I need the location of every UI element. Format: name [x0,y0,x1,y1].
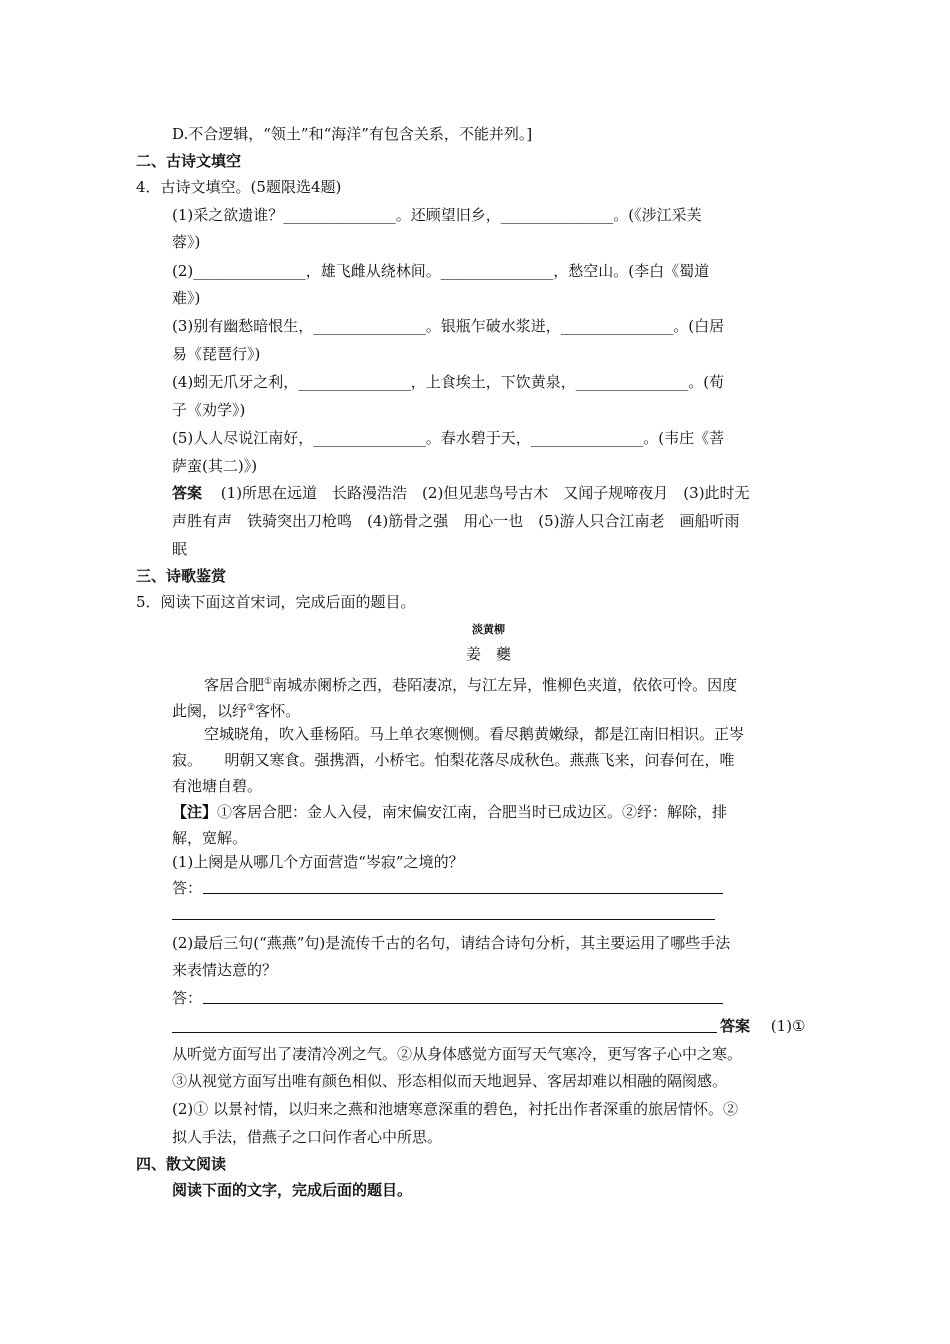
fill-item-1-line2: 蓉》) [172,233,201,251]
answer-4-line2: 声胜有声 铁骑突出刀枪鸣 (4)筋骨之强 用心一也 (5)游人只合江南老 画船听雨 [172,512,740,530]
answer-label: 答案 [720,1017,751,1035]
poem-body-line1: 空城晓角，吹入垂杨陌。马上单衣寒恻恻。看尽鹅黄嫩绿，都是江南旧相识。正岑 [204,725,745,743]
poem-title: 淡黄柳 [472,623,505,636]
poem-body-line3: 有池塘自碧。 [172,777,263,795]
question-4-stem: 4．古诗文填空。(5题限选4题) [136,178,342,196]
poem-author: 姜 夔 [466,645,512,663]
option-d-explanation: D.不合逻辑，“领土”和“海洋”有包含关系，不能并列。] [172,125,533,143]
fill-item-4-line1: (4)蚓无爪牙之利，_______________，上食埃土，下饮黄泉，_______________。(荀 [172,373,725,391]
note-label: 【注】 [172,803,218,821]
answer-5-line5: 拟人手法，借燕子之口问作者心中所思。 [172,1128,443,1146]
fill-item-3-line2: 易《琵琶行》) [172,345,261,363]
answer-line-2a [203,1003,723,1004]
answer-prompt-2: 答： [172,989,203,1007]
answer-prompt-1: 答： [172,879,203,897]
fill-item-5-line1: (5)人人尽说江南好，_______________。春水碧于天，_______________。(韦庄《菩 [172,429,725,447]
sub-question-2-line2: 来表情达意的？ [172,961,278,979]
footnote-ref-2: ② [247,703,256,713]
question-5-stem: 5．阅读下面这首宋词，完成后面的题目。 [136,593,416,611]
fill-item-3-line1: (3)别有幽愁暗恨生，_______________。银瓶乍破水浆迸，_______________。(白居 [172,317,725,335]
section-heading-3: 三、诗歌鉴赏 [136,567,227,585]
poem-notes-line1: 【注】①客居合肥：金人入侵，南宋偏安江南，合肥当时已成边区。②纾：解除，排 [172,803,728,821]
fill-item-5-line2: 萨蛮(其二)》) [172,457,258,475]
answer-label: 答案 [172,484,203,502]
answer-5-start: 答案 (1)① [720,1017,806,1035]
sub-question-1: (1)上阕是从哪几个方面营造“岑寂”之境的？ [172,853,464,871]
poem-preface-line1: 客居合肥①南城赤阑桥之西，巷陌凄凉，与江左异，惟柳色夹道，依依可怜。因度 [204,676,738,694]
section-4-intro: 阅读下面的文字，完成后面的题目。 [172,1181,413,1199]
answer-line-2b [172,1032,717,1033]
sub-question-2-line1: (2)最后三句(“燕燕”句)是流传千古的名句，请结合诗句分析，其主要运用了哪些手法 [172,934,731,952]
answer-line-1b [172,919,715,920]
poem-notes-line2: 解，宽解。 [172,829,248,847]
section-heading-4: 四、散文阅读 [136,1155,227,1173]
answer-4-line3: 眠 [172,540,188,558]
poem-body-line2: 寂。 明朝又寒食。强携酒，小桥宅。怕梨花落尽成秋色。燕燕飞来，问春何在，唯 [172,751,735,769]
fill-item-1-line1: (1)采之欲遗谁？_______________。还顾望旧乡，_______________。(《涉江采芙 [172,206,702,224]
fill-item-2-line2: 难》) [172,289,201,307]
answer-5-line2: 从听觉方面写出了凄清冷冽之气。②从身体感觉方面写天气寒冷，更写客子心中之寒。 [172,1045,743,1063]
answer-line-1a [203,893,723,894]
fill-item-2-line1: (2)_______________，雄飞雌从绕林间。_______________，愁空山。(李白《蜀道 [172,262,710,280]
section-heading-2: 二、古诗文填空 [136,152,242,170]
answer-4-line1: 答案 (1)所思在远道 长路漫浩浩 (2)但见悲鸟号古木 又闻子规啼夜月 (3)此时无 [172,484,750,502]
answer-5-line3: ③从视觉方面写出唯有颜色相似、形态相似而天地迥异、客居却难以相融的隔阂感。 [172,1072,728,1090]
poem-preface-line2: 此阕，以纾②客怀。 [172,702,301,720]
fill-item-4-line2: 子《劝学》) [172,401,246,419]
answer-5-line4: (2)① 以景衬情，以归来之燕和池塘寒意深重的碧色，衬托出作者深重的旅居情怀。② [172,1100,739,1118]
footnote-ref-1: ① [264,677,273,687]
